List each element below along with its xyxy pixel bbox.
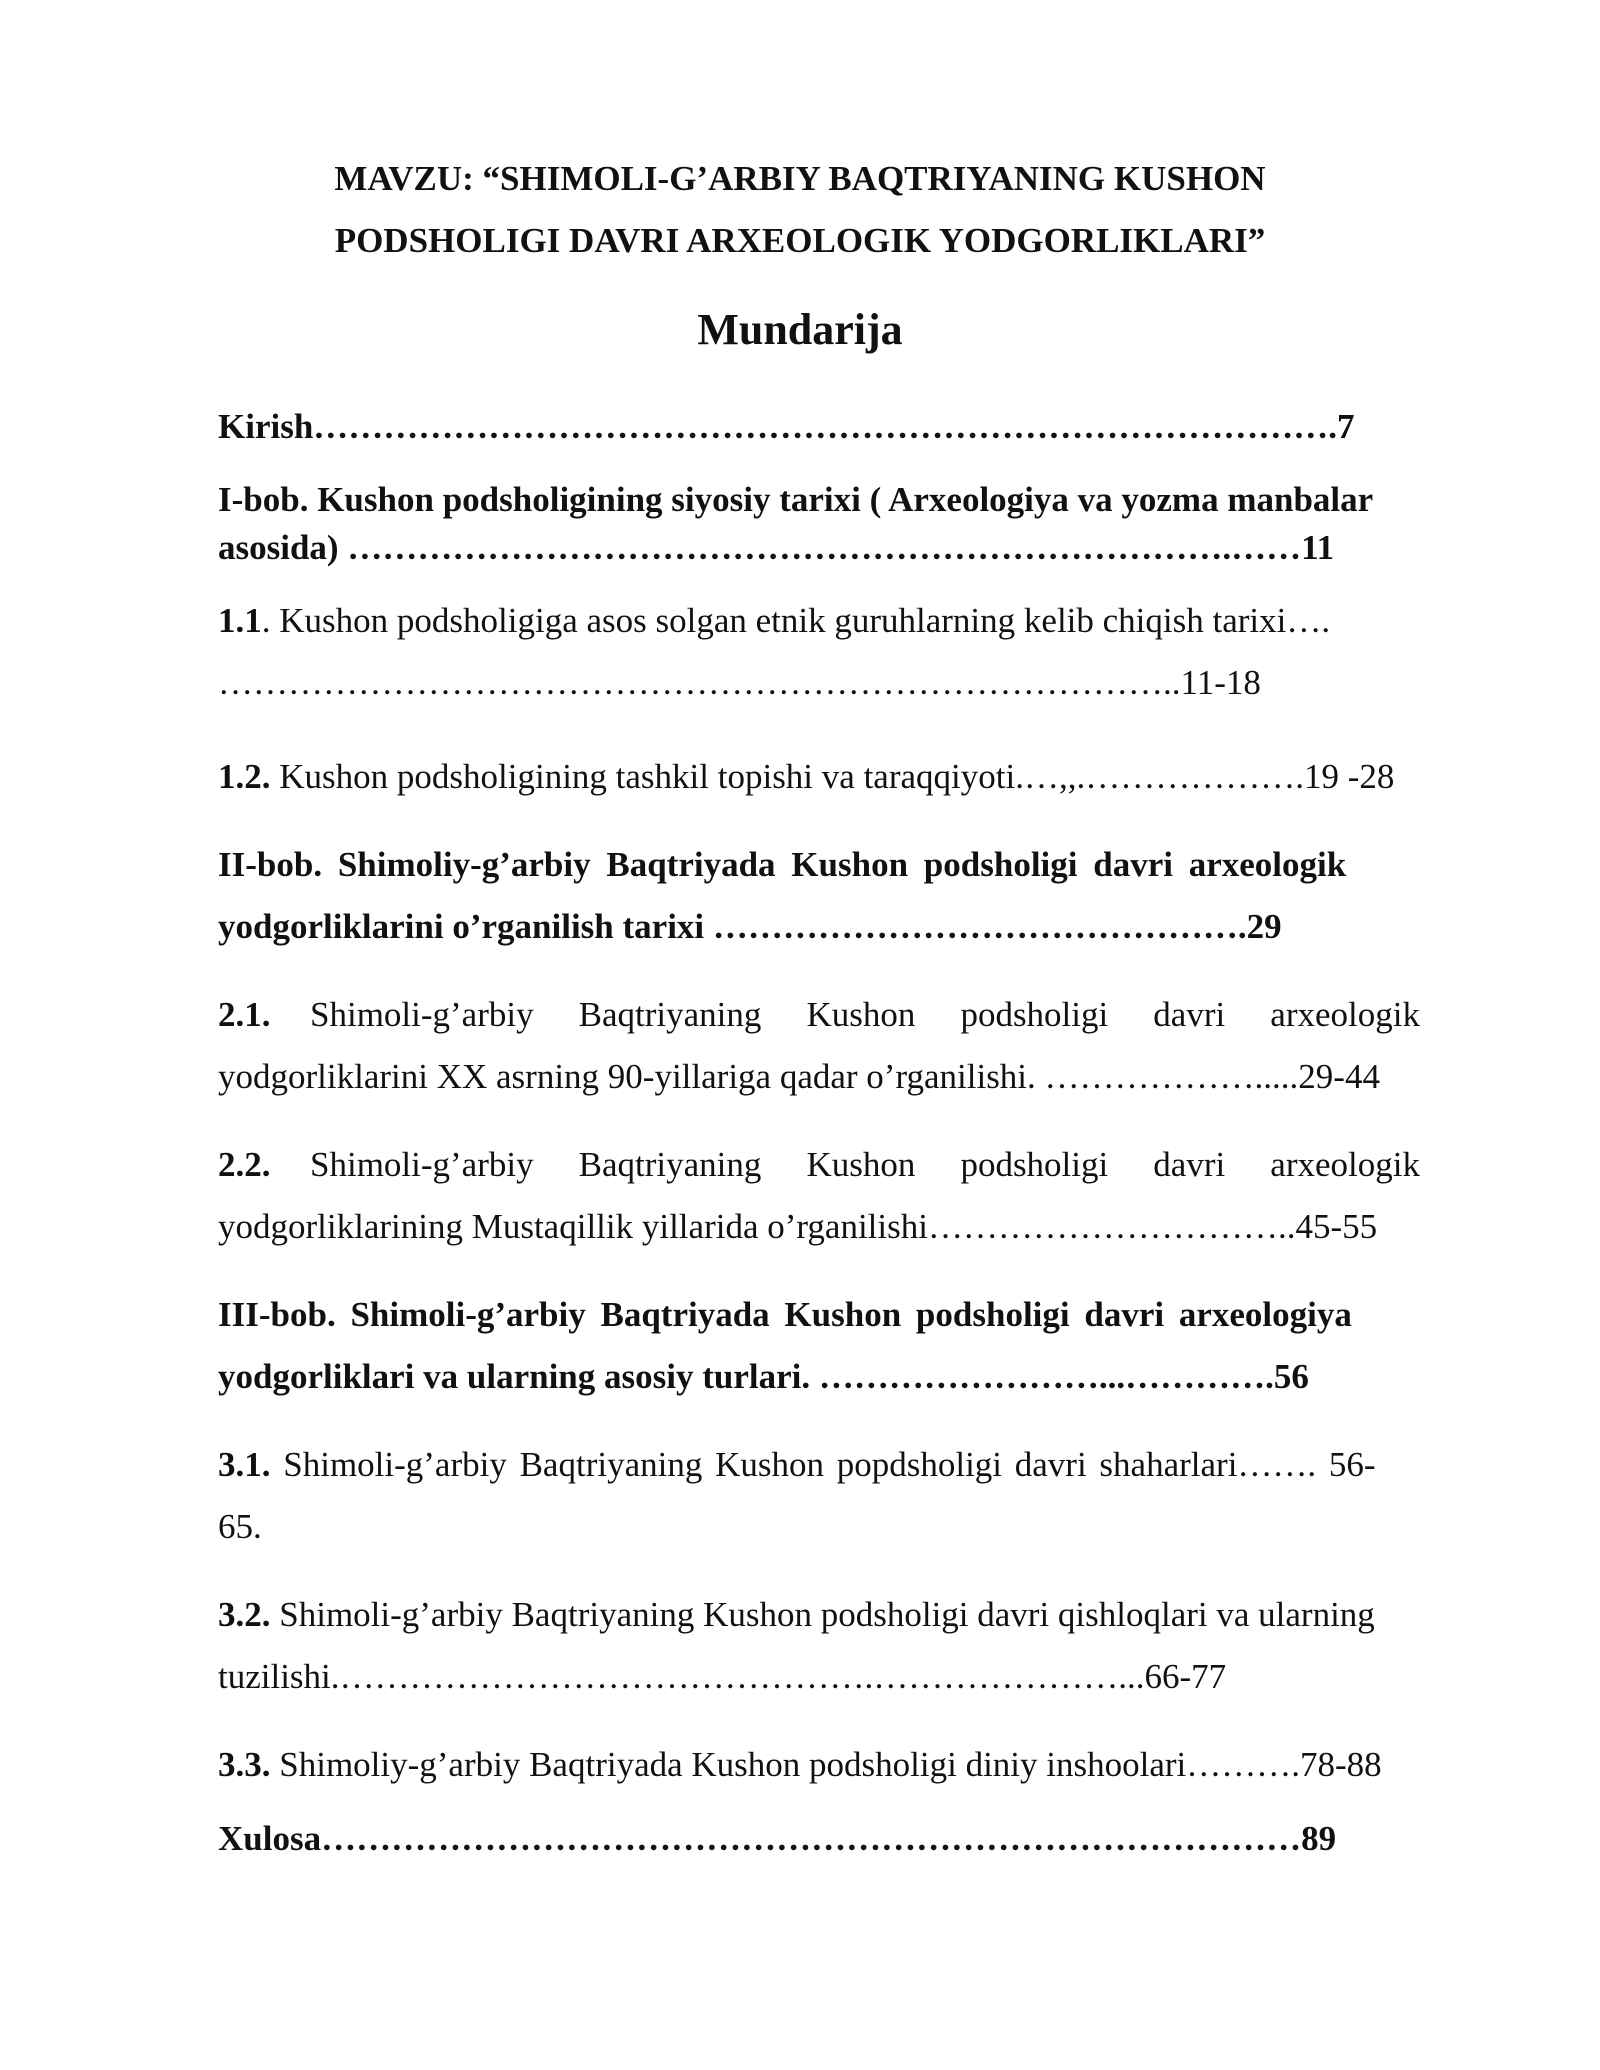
section-title: Kushon podsholigining tashkil topishi va taraqqiyoti.…,,.……………….19 -28 <box>270 757 1395 796</box>
section-title-line-2: yodgorliklarini XX asrning 90-yillariga qadar o’rganilishi. ……………….....29-44 <box>218 1057 1380 1096</box>
section-title-line-2: tuzilishi.……………………………………….…………………...66-77 <box>218 1657 1227 1696</box>
toc-entry-xulosa <box>218 1808 1420 1870</box>
section-number: 3.3. <box>218 1745 271 1784</box>
toc-entry-kirish <box>218 396 1420 458</box>
title-line-1: MAVZU: “SHIMOLI-G’ARBIY BAQTRIYANING KUSHON <box>334 159 1266 198</box>
section-number: 2.1. <box>218 995 271 1034</box>
toc-entry-chapter-1 <box>218 476 1420 572</box>
section-number: 1.1 <box>218 601 262 640</box>
toc-entry-2-1 <box>218 984 1420 1108</box>
section-number: 3.1. <box>218 1445 271 1484</box>
section-number: 2.2. <box>218 1145 271 1184</box>
section-title-line-1: Shimoli-g’arbiy Baqtriyaning Kushon podsholigi davri arxeologik <box>310 1145 1420 1184</box>
chapter-3-line-2: yodgorliklari va ularning asosiy turlari. ……………………...………….56 <box>218 1357 1309 1396</box>
toc-entry-1-1 <box>218 590 1420 714</box>
section-page-range: ………………………………………………………………………..11-18 <box>218 663 1261 702</box>
section-title: . Kushon podsholigiga asos solgan etnik guruhlarning kelib chiqish tarixi…. <box>261 601 1331 640</box>
section-title: Shimoliy-g’arbiy Baqtriyada Kushon podsholigi diniy inshoolari……….78-88 <box>270 1745 1382 1784</box>
toc-entry-1-2 <box>218 746 1420 808</box>
toc-entry-3-1 <box>218 1434 1420 1558</box>
toc-entry-xulosa-text: Xulosa…………………………………………………………………………89 <box>218 1819 1337 1858</box>
section-number: 1.2. <box>218 757 271 796</box>
chapter-1-title: I-bob. Kushon podsholigining siyosiy tarixi ( Arxeologiya va yozma manbalar <box>218 480 1374 519</box>
document-title <box>0 156 1600 264</box>
chapter-2-line-2: yodgorliklarini o’rganilish tarixi ……………………………………….29 <box>218 907 1282 946</box>
toc-entry-3-3 <box>218 1734 1420 1796</box>
section-number: 3.2. <box>218 1595 271 1634</box>
section-title-line-2: yodgorliklarining Mustaqillik yillarida o’rganilishi…………………………..45-55 <box>218 1207 1378 1246</box>
chapter-1-line-1 <box>218 476 1420 524</box>
section-page-range: 65. <box>218 1507 262 1546</box>
toc-heading: Mundarija <box>697 305 903 354</box>
section-title: Shimoli-g’arbiy Baqtriyaning Kushon podsholigi davri qishloqlari va ularning <box>270 1595 1375 1634</box>
toc-entry-kirish-text: Kirish…………………………………………………………………………….7 <box>218 407 1355 446</box>
toc-entry-chapter-3 <box>218 1284 1420 1408</box>
section-title-line-1: Shimoli-g’arbiy Baqtriyaning Kushon podsholigi davri arxeologik <box>310 995 1420 1034</box>
chapter-2-line-1: II-bob. Shimoliy-g’arbiy Baqtriyada Kushon podsholigi davri arxeologik <box>218 845 1347 884</box>
toc-entry-2-2 <box>218 1134 1420 1258</box>
chapter-3-line-1: III-bob. Shimoli-g’arbiy Baqtriyada Kushon podsholigi davri arxeologiya <box>218 1295 1352 1334</box>
toc-entry-3-2 <box>218 1584 1420 1708</box>
chapter-1-line-2: asosida) ………………………………………………………………….……11 <box>218 528 1335 567</box>
section-title: Shimoli-g’arbiy Baqtriyaning Kushon popdsholigi davri shaharlari……. 56- <box>270 1445 1376 1484</box>
title-line-2: PODSHOLIGI DAVRI ARXEOLOGIK YODGORLIKLARI” <box>334 221 1266 260</box>
toc-entry-chapter-2 <box>218 834 1420 958</box>
